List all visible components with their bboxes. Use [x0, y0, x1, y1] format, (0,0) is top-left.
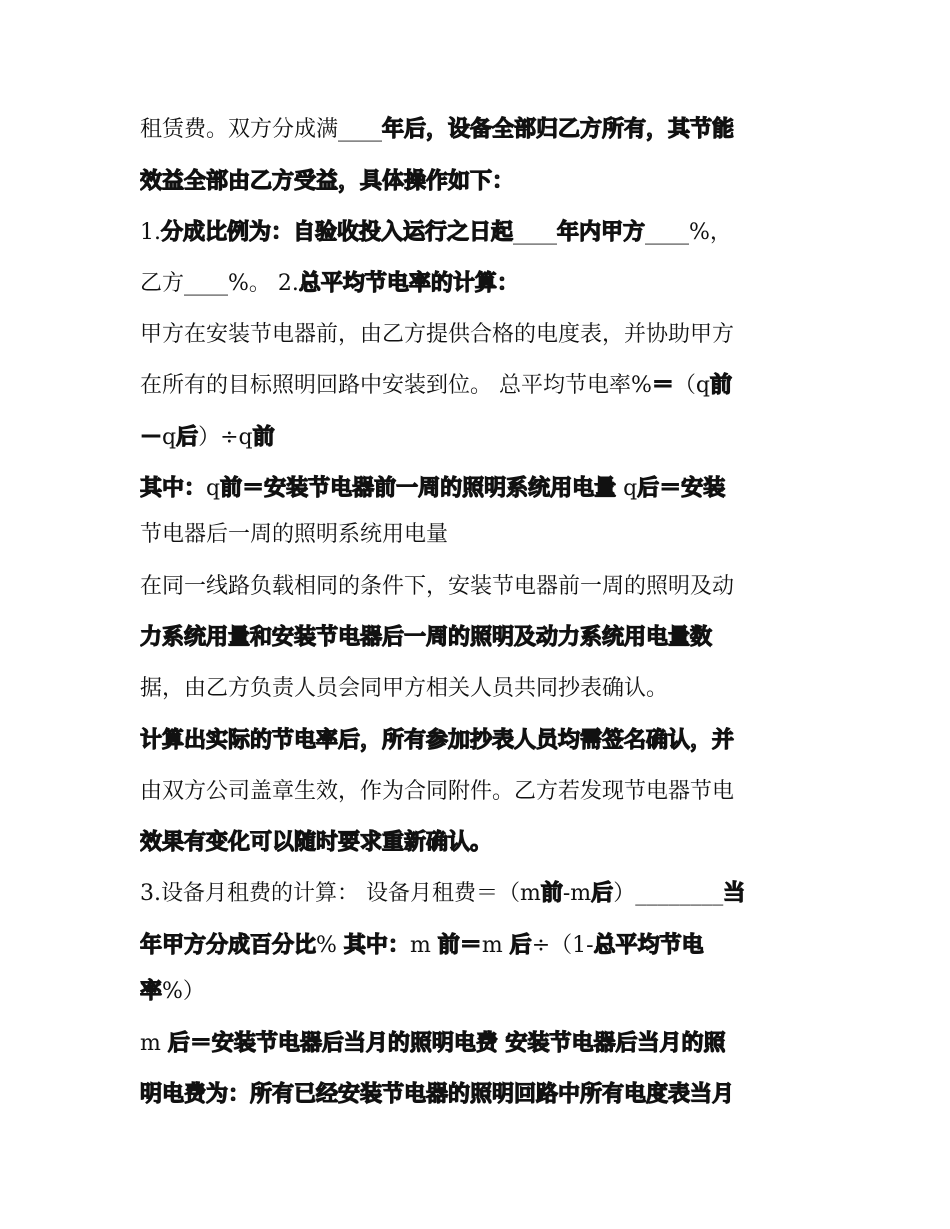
text-segment: 总平均节电率的计算：: [298, 271, 519, 296]
text-segment: 在所有的目标照明回路中安装到位。 总平均节电率%: [140, 373, 652, 398]
text-segment: 据，由乙方负责人员会同甲方相关人员共同抄表确认。: [140, 676, 669, 701]
text-segment: 在同一线路负载相同的条件下，安装节电器前一周的照明及动: [140, 574, 735, 599]
text-segment: 前: [710, 373, 733, 398]
text-segment: 总平均节电: [593, 933, 704, 958]
text-segment: 明电费为：所有已经安装节电器的照明回路中所有电度表当月: [140, 1082, 735, 1107]
text-segment: 后＝安装节电器后当月的照明电费 安装节电器后当月的照: [167, 1031, 726, 1056]
text-segment: 后: [591, 881, 614, 906]
text-segment: ＝: [651, 373, 674, 398]
text-line: [140, 975, 820, 1009]
text-segment: 前: [540, 881, 563, 906]
text-segment: 甲方在安装节电器前，由乙方提供合格的电度表，并协助甲方: [140, 322, 735, 347]
text-segment: 其中：: [343, 933, 410, 958]
text-segment: 分成比例为：自验收投入运行之日起: [161, 220, 514, 245]
text-segment: 租赁费。双方分成满____: [140, 117, 383, 142]
text-segment: 效益全部由乙方受益，具体操作如下：: [140, 169, 515, 194]
text-segment: 计算出实际的节电率后，所有参加抄表人员均需签名确认，并: [140, 728, 735, 753]
text-segment: m: [481, 933, 510, 958]
text-segment: q: [162, 425, 177, 450]
text-segment: 当: [723, 881, 746, 906]
text-segment: 年内甲方: [557, 220, 646, 245]
text-line: [140, 929, 820, 963]
text-segment: 年甲方分成百分比: [140, 933, 317, 958]
text-segment: m: [140, 1031, 168, 1056]
text-line: [140, 216, 820, 250]
text-segment: 3.设备月租费的计算： 设备月租费＝（m: [140, 881, 541, 906]
text-segment: 效果有变化可以随时要求重新确认。: [140, 830, 493, 855]
text-segment: 后: [176, 425, 199, 450]
text-segment: （q: [673, 373, 711, 398]
text-line: [140, 1027, 820, 1061]
text-line: [140, 518, 820, 552]
text-segment: ____%，: [645, 220, 732, 245]
text-segment: 其中：: [140, 476, 207, 501]
text-line: [140, 621, 820, 655]
text-segment: ÷（1-: [531, 933, 594, 958]
text-segment: 节电器后一周的照明系统用电量: [140, 522, 449, 547]
text-line: [140, 775, 820, 809]
text-segment: -m: [562, 881, 592, 906]
text-segment: %: [316, 933, 344, 958]
text-segment: 乙方____%。 2.: [140, 271, 299, 296]
text-line: [140, 724, 820, 758]
text-segment: %）: [162, 979, 205, 1004]
text-segment: q: [206, 476, 221, 501]
text-line: [140, 877, 820, 911]
text-line: [140, 165, 820, 199]
text-segment: ）________: [613, 881, 724, 906]
text-segment: 由双方公司盖章生效，作为合同附件。乙方若发现节电器节电: [140, 779, 735, 804]
text-line: [140, 267, 820, 301]
text-segment: 前: [252, 425, 275, 450]
text-segment: 后＝安装: [637, 476, 726, 501]
text-segment: m: [409, 933, 438, 958]
text-segment: 1.: [140, 220, 161, 245]
text-segment: 力系统用量和安装节电器后一周的照明及动力系统用电量数: [140, 625, 713, 650]
text-line: [140, 421, 820, 455]
text-segment: 年后，设备全部归乙方所有，其节能: [382, 117, 735, 142]
text-line: [140, 472, 820, 506]
text-segment: 前＝安装节电器前一周的照明系统用电量: [220, 476, 617, 501]
text-line: [140, 570, 820, 604]
text-line: [140, 826, 820, 860]
text-line: [140, 113, 820, 147]
text-line: [140, 369, 820, 403]
text-segment: －: [140, 425, 163, 450]
text-segment: 率: [140, 979, 163, 1004]
text-segment: 后: [509, 933, 532, 958]
text-segment: ）÷q: [198, 425, 253, 450]
text-segment: q: [616, 476, 638, 501]
text-segment: ____: [513, 220, 558, 245]
text-segment: 前＝: [437, 933, 482, 958]
text-line: [140, 318, 820, 352]
text-line: [140, 1078, 820, 1112]
text-line: [140, 672, 820, 706]
